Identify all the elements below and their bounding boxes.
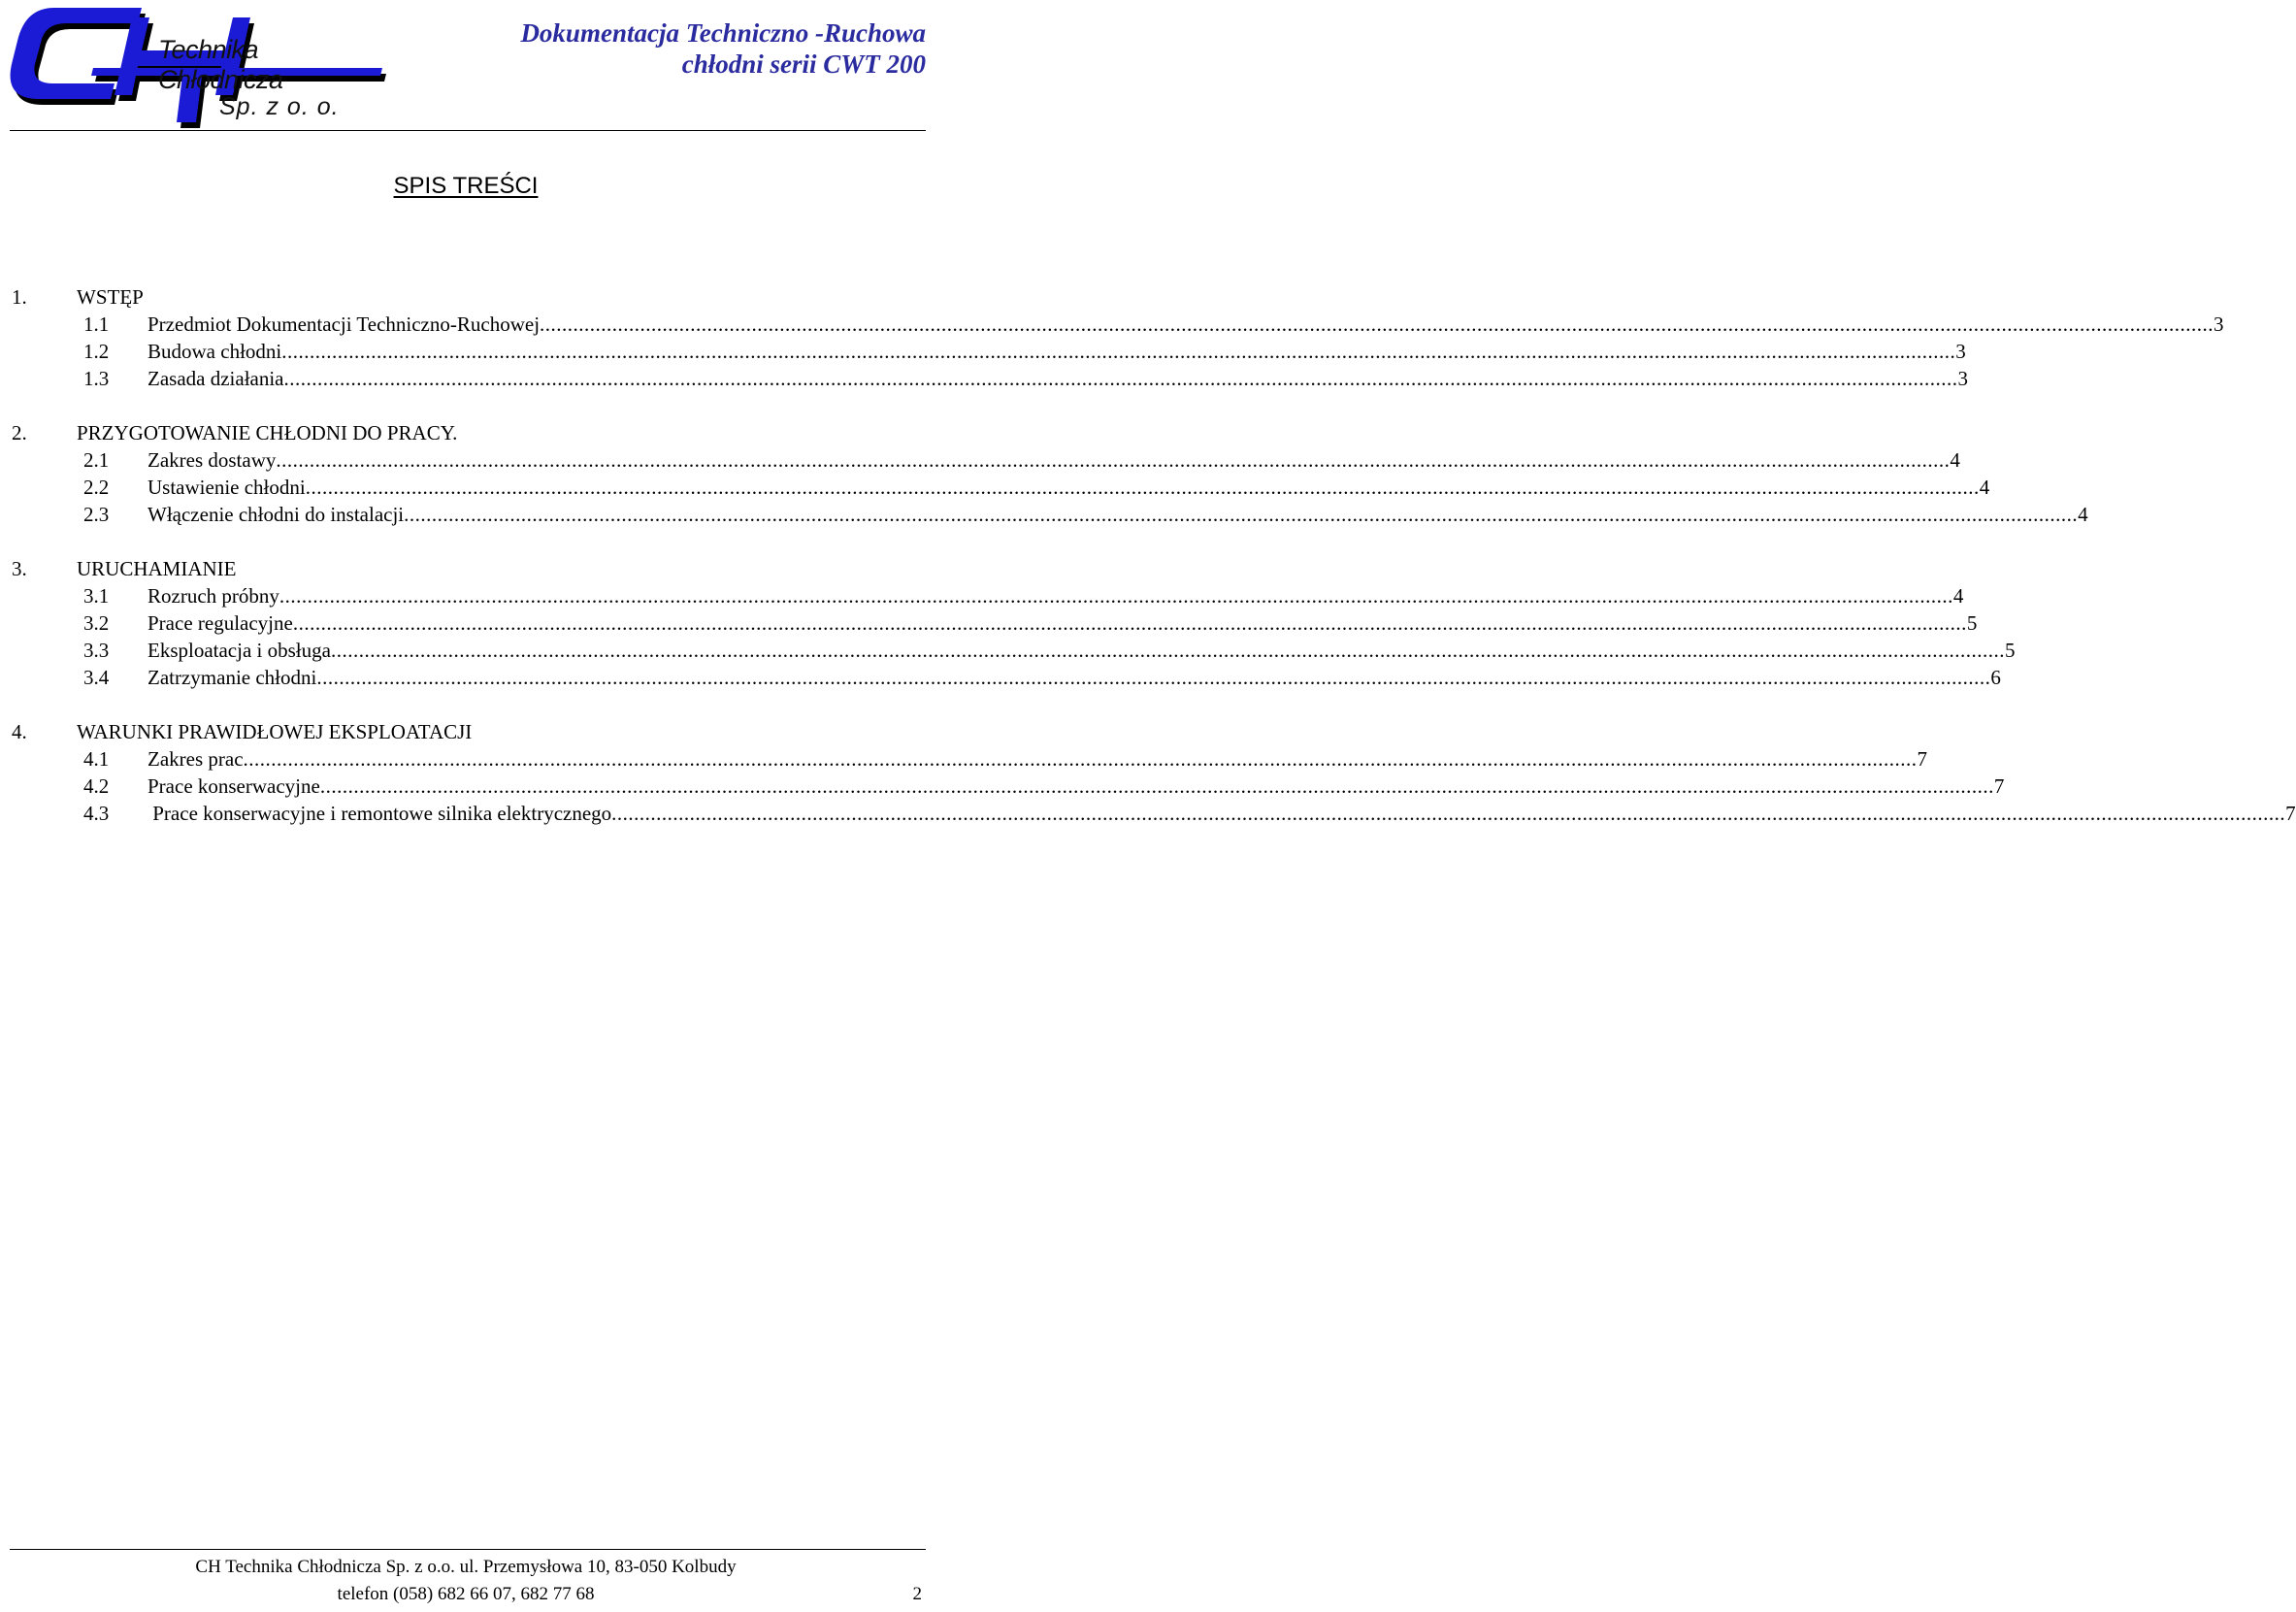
toc-entry-page: 6 bbox=[1990, 666, 2001, 689]
toc-entry-page: 4 bbox=[1979, 476, 1990, 499]
toc-entry-title: Zakres dostawy bbox=[148, 448, 277, 472]
header-divider bbox=[10, 130, 926, 131]
toc-section-title: URUCHAMIANIE bbox=[77, 557, 237, 580]
toc-entry-page: 4 bbox=[1950, 448, 1960, 472]
toc-leader-dots: ............................................................................................................................................................................................................................................................................................................ bbox=[281, 340, 1956, 363]
toc-entry-number: 3.3 bbox=[83, 639, 110, 662]
toc-leader-dots: ............................................................................................................................................................................................................................................................................................................ bbox=[305, 476, 1980, 499]
section-spacer bbox=[0, 528, 932, 555]
footer-divider bbox=[10, 1549, 926, 1550]
toc-entry-line bbox=[148, 773, 2005, 800]
toc-entry-title: Zatrzymanie chłodni bbox=[148, 666, 317, 689]
section-spacer bbox=[0, 691, 932, 718]
toc-section-number: 4. bbox=[12, 720, 27, 743]
toc-section-heading[interactable] bbox=[0, 718, 932, 745]
toc-entry[interactable] bbox=[0, 501, 2088, 528]
toc-entry-page: 3 bbox=[2214, 313, 2224, 336]
toc-leader-dots: ............................................................................................................................................................................................................................................................................................................ bbox=[279, 584, 1953, 608]
toc-entry-number: 1.1 bbox=[83, 313, 110, 336]
toc-entry-page: 3 bbox=[1955, 340, 1966, 363]
toc-entry-line bbox=[148, 311, 2224, 338]
toc-entry-page: 7 bbox=[1917, 747, 1928, 771]
document-title-line1: Dokumentacja Techniczno -Ruchowa bbox=[520, 18, 926, 48]
toc-entry-page: 5 bbox=[2004, 639, 2016, 662]
toc-entry[interactable] bbox=[0, 338, 1966, 365]
toc-leader-dots: ............................................................................................................................................................................................................................................................................................................ bbox=[540, 313, 2214, 336]
toc-section-number: 3. bbox=[12, 557, 27, 580]
toc-entry-line bbox=[148, 664, 2001, 691]
toc-leader-dots: ............................................................................................................................................................................................................................................................................................................ bbox=[243, 747, 1918, 771]
document-title bbox=[520, 17, 926, 80]
toc-entry-number: 2.3 bbox=[83, 503, 110, 526]
toc-entry-title: Budowa chłodni bbox=[148, 340, 282, 363]
toc-section-heading[interactable] bbox=[0, 419, 932, 446]
toc-entry-page: 4 bbox=[1952, 584, 1964, 608]
toc-entry[interactable] bbox=[0, 800, 2296, 827]
toc-entry[interactable] bbox=[0, 773, 2005, 800]
document-title-line2: chłodni serii CWT 200 bbox=[681, 49, 926, 79]
toc-entry-number: 3.4 bbox=[83, 666, 110, 689]
toc-leader-dots: ............................................................................................................................................................................................................................................................................................................ bbox=[292, 611, 1967, 635]
toc-entry-page: 4 bbox=[2078, 503, 2088, 526]
toc-entry-number: 3.1 bbox=[83, 584, 110, 608]
toc-leader-dots: ............................................................................................................................................................................................................................................................................................................ bbox=[330, 639, 2005, 662]
toc-entry-line bbox=[148, 609, 1978, 637]
toc-entry[interactable] bbox=[0, 637, 2016, 664]
toc-leader-dots: ............................................................................................................................................................................................................................................................................................................ bbox=[611, 802, 2286, 825]
toc-entry-number: 1.2 bbox=[83, 340, 110, 363]
page-header bbox=[0, 0, 932, 136]
toc-entry-title: Włączenie chłodni do instalacji bbox=[148, 503, 405, 526]
toc-entry-line bbox=[148, 582, 1964, 609]
toc-entry-page: 5 bbox=[1966, 611, 1978, 635]
toc-entry[interactable] bbox=[0, 446, 1960, 474]
toc-entry-line bbox=[148, 800, 2296, 827]
toc-leader-dots: ............................................................................................................................................................................................................................................................................................................ bbox=[404, 503, 2079, 526]
footer-address: CH Technika Chłodnicza Sp. z o.o. ul. Przemysłowa 10, 83-050 Kolbudy bbox=[195, 1557, 737, 1577]
toc-entry-title: Rozruch próbny bbox=[148, 584, 279, 608]
toc-section-title: WSTĘP bbox=[77, 285, 144, 309]
toc-entry-title: Eksploatacja i obsługa bbox=[148, 639, 331, 662]
toc-entry[interactable] bbox=[0, 582, 1964, 609]
toc-entry-line bbox=[148, 501, 2088, 528]
footer-phone: telefon (058) 682 66 07, 682 77 68 bbox=[337, 1584, 595, 1604]
toc-entry-line bbox=[148, 637, 2016, 664]
toc-entry-title: Prace konserwacyjne bbox=[148, 774, 320, 798]
logo-company-name: Technika Chłodnicza bbox=[158, 35, 283, 94]
toc-entry-title: Ustawienie chłodni bbox=[148, 476, 306, 499]
toc-entry-title: Prace konserwacyjne i remontowe silnika elektrycznego bbox=[148, 802, 612, 825]
toc-section-number: 1. bbox=[12, 285, 27, 309]
toc-leader-dots: ............................................................................................................................................................................................................................................................................................................ bbox=[283, 367, 1958, 390]
toc-section-number: 2. bbox=[12, 421, 27, 444]
toc-entry-title: Zasada działania bbox=[148, 367, 284, 390]
toc-entry[interactable] bbox=[0, 365, 1968, 392]
toc-leader-dots: ............................................................................................................................................................................................................................................................................................................ bbox=[319, 774, 1994, 798]
toc-entry[interactable] bbox=[0, 664, 2001, 691]
table-of-contents bbox=[0, 283, 2296, 827]
logo-company-suffix: Sp. z o. o. bbox=[219, 93, 340, 120]
toc-section-title: WARUNKI PRAWIDŁOWEJ EKSPLOATACJI bbox=[77, 720, 473, 743]
toc-entry-number: 2.2 bbox=[83, 476, 110, 499]
toc-entry-number: 1.3 bbox=[83, 367, 110, 390]
toc-entry[interactable] bbox=[0, 745, 1928, 773]
toc-entry-number: 4.1 bbox=[83, 747, 110, 771]
toc-heading: SPIS TREŚCI bbox=[393, 173, 539, 199]
toc-entry-number: 3.2 bbox=[83, 611, 110, 635]
toc-entry-title: Zakres prac bbox=[148, 747, 244, 771]
toc-entry-number: 4.2 bbox=[83, 774, 110, 798]
toc-entry-number: 4.3 bbox=[83, 802, 110, 825]
toc-section-heading[interactable] bbox=[0, 555, 932, 582]
toc-entry-line bbox=[148, 446, 1960, 474]
toc-entry-page: 7 bbox=[1993, 774, 2005, 798]
section-spacer bbox=[0, 392, 932, 419]
page-number: 2 bbox=[912, 1584, 922, 1604]
toc-entry-line bbox=[148, 745, 1928, 773]
toc-entry-title: Prace regulacyjne bbox=[148, 611, 293, 635]
toc-entry-number: 2.1 bbox=[83, 448, 110, 472]
toc-entry-page: 7 bbox=[2285, 802, 2296, 825]
toc-entry-line bbox=[148, 474, 1990, 501]
toc-entry[interactable] bbox=[0, 311, 2224, 338]
toc-entry[interactable] bbox=[0, 609, 1978, 637]
toc-section-title: PRZYGOTOWANIE CHŁODNI DO PRACY. bbox=[77, 421, 458, 444]
toc-section-heading[interactable] bbox=[0, 283, 932, 311]
toc-entry-line bbox=[148, 365, 1968, 392]
toc-entry-line bbox=[148, 338, 1966, 365]
toc-leader-dots: ............................................................................................................................................................................................................................................................................................................ bbox=[316, 666, 1991, 689]
toc-leader-dots: ............................................................................................................................................................................................................................................................................................................ bbox=[276, 448, 1951, 472]
toc-entry-page: 3 bbox=[1957, 367, 1968, 390]
toc-entry-title: Przedmiot Dokumentacji Techniczno-Ruchowej bbox=[148, 313, 541, 336]
company-logo bbox=[0, 0, 388, 132]
toc-entry[interactable] bbox=[0, 474, 1990, 501]
